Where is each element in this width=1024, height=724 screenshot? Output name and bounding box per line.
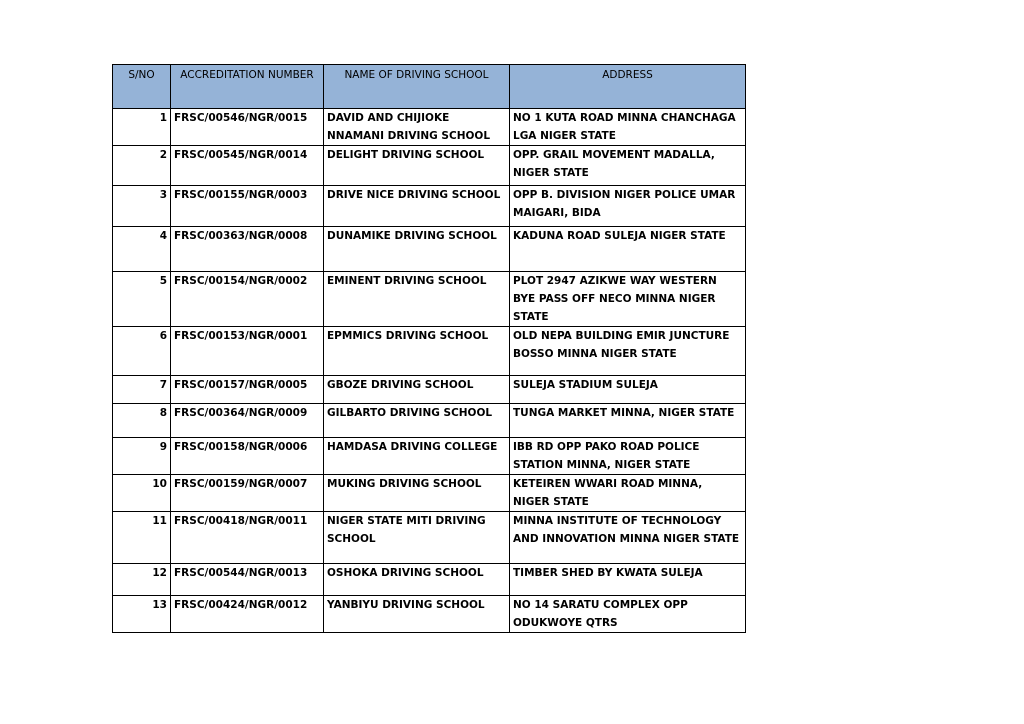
cell-school-name: GILBARTO DRIVING SCHOOL: [324, 404, 510, 438]
cell-accreditation-number: FRSC/00153/NGR/0001: [171, 327, 324, 376]
cell-school-name: MUKING DRIVING SCHOOL: [324, 475, 510, 512]
cell-school-name: NIGER STATE MITI DRIVING SCHOOL: [324, 512, 510, 564]
cell-accreditation-number: FRSC/00158/NGR/0006: [171, 438, 324, 475]
header-sno: S/NO: [113, 65, 171, 109]
cell-school-name: GBOZE DRIVING SCHOOL: [324, 376, 510, 404]
cell-address: SULEJA STADIUM SULEJA: [510, 376, 746, 404]
cell-sno: 2: [113, 146, 171, 186]
header-school-name: NAME OF DRIVING SCHOOL: [324, 65, 510, 109]
cell-sno: 8: [113, 404, 171, 438]
table-row: [113, 475, 746, 512]
cell-accreditation-number: FRSC/00424/NGR/0012: [171, 596, 324, 633]
cell-sno: 5: [113, 272, 171, 327]
driving-schools-table: [112, 64, 746, 633]
cell-accreditation-number: FRSC/00159/NGR/0007: [171, 475, 324, 512]
table-row: [113, 227, 746, 272]
cell-address: KETEIREN WWARI ROAD MINNA, NIGER STATE: [510, 475, 746, 512]
cell-accreditation-number: FRSC/00364/NGR/0009: [171, 404, 324, 438]
cell-school-name: EPMMICS DRIVING SCHOOL: [324, 327, 510, 376]
cell-sno: 9: [113, 438, 171, 475]
table-row: [113, 596, 746, 633]
cell-accreditation-number: FRSC/00155/NGR/0003: [171, 186, 324, 227]
cell-address: TUNGA MARKET MINNA, NIGER STATE: [510, 404, 746, 438]
cell-school-name: YANBIYU DRIVING SCHOOL: [324, 596, 510, 633]
table-row: [113, 327, 746, 376]
cell-accreditation-number: FRSC/00545/NGR/0014: [171, 146, 324, 186]
cell-school-name: DAVID AND CHIJIOKE NNAMANI DRIVING SCHOOL: [324, 109, 510, 146]
table-row: [113, 186, 746, 227]
cell-school-name: HAMDASA DRIVING COLLEGE: [324, 438, 510, 475]
cell-sno: 1: [113, 109, 171, 146]
cell-school-name: DUNAMIKE DRIVING SCHOOL: [324, 227, 510, 272]
cell-accreditation-number: FRSC/00418/NGR/0011: [171, 512, 324, 564]
cell-sno: 12: [113, 564, 171, 596]
cell-sno: 13: [113, 596, 171, 633]
cell-sno: 7: [113, 376, 171, 404]
cell-school-name: EMINENT DRIVING SCHOOL: [324, 272, 510, 327]
cell-address: OPP B. DIVISION NIGER POLICE UMAR MAIGARI, BIDA: [510, 186, 746, 227]
cell-address: NO 14 SARATU COMPLEX OPP ODUKWOYE QTRS: [510, 596, 746, 633]
cell-address: OLD NEPA BUILDING EMIR JUNCTURE BOSSO MINNA NIGER STATE: [510, 327, 746, 376]
cell-address: OPP. GRAIL MOVEMENT MADALLA, NIGER STATE: [510, 146, 746, 186]
cell-address: NO 1 KUTA ROAD MINNA CHANCHAGA LGA NIGER STATE: [510, 109, 746, 146]
table-row: [113, 109, 746, 146]
table-row: [113, 564, 746, 596]
cell-address: KADUNA ROAD SULEJA NIGER STATE: [510, 227, 746, 272]
cell-accreditation-number: FRSC/00544/NGR/0013: [171, 564, 324, 596]
cell-sno: 6: [113, 327, 171, 376]
table-row: [113, 438, 746, 475]
cell-address: PLOT 2947 AZIKWE WAY WESTERN BYE PASS OFF NECO MINNA NIGER STATE: [510, 272, 746, 327]
table-header-row: [113, 65, 746, 109]
cell-address: MINNA INSTITUTE OF TECHNOLOGY AND INNOVATION MINNA NIGER STATE: [510, 512, 746, 564]
table-row: [113, 146, 746, 186]
table-row: [113, 272, 746, 327]
cell-accreditation-number: FRSC/00157/NGR/0005: [171, 376, 324, 404]
cell-sno: 11: [113, 512, 171, 564]
table-row: [113, 404, 746, 438]
cell-sno: 10: [113, 475, 171, 512]
header-accreditation-number: ACCREDITATION NUMBER: [171, 65, 324, 109]
cell-sno: 3: [113, 186, 171, 227]
cell-school-name: OSHOKA DRIVING SCHOOL: [324, 564, 510, 596]
cell-address: IBB RD OPP PAKO ROAD POLICE STATION MINNA, NIGER STATE: [510, 438, 746, 475]
table-row: [113, 512, 746, 564]
cell-accreditation-number: FRSC/00363/NGR/0008: [171, 227, 324, 272]
cell-accreditation-number: FRSC/00154/NGR/0002: [171, 272, 324, 327]
cell-accreditation-number: FRSC/00546/NGR/0015: [171, 109, 324, 146]
cell-address: TIMBER SHED BY KWATA SULEJA: [510, 564, 746, 596]
cell-sno: 4: [113, 227, 171, 272]
cell-school-name: DRIVE NICE DRIVING SCHOOL: [324, 186, 510, 227]
header-address: ADDRESS: [510, 65, 746, 109]
cell-school-name: DELIGHT DRIVING SCHOOL: [324, 146, 510, 186]
table-row: [113, 376, 746, 404]
